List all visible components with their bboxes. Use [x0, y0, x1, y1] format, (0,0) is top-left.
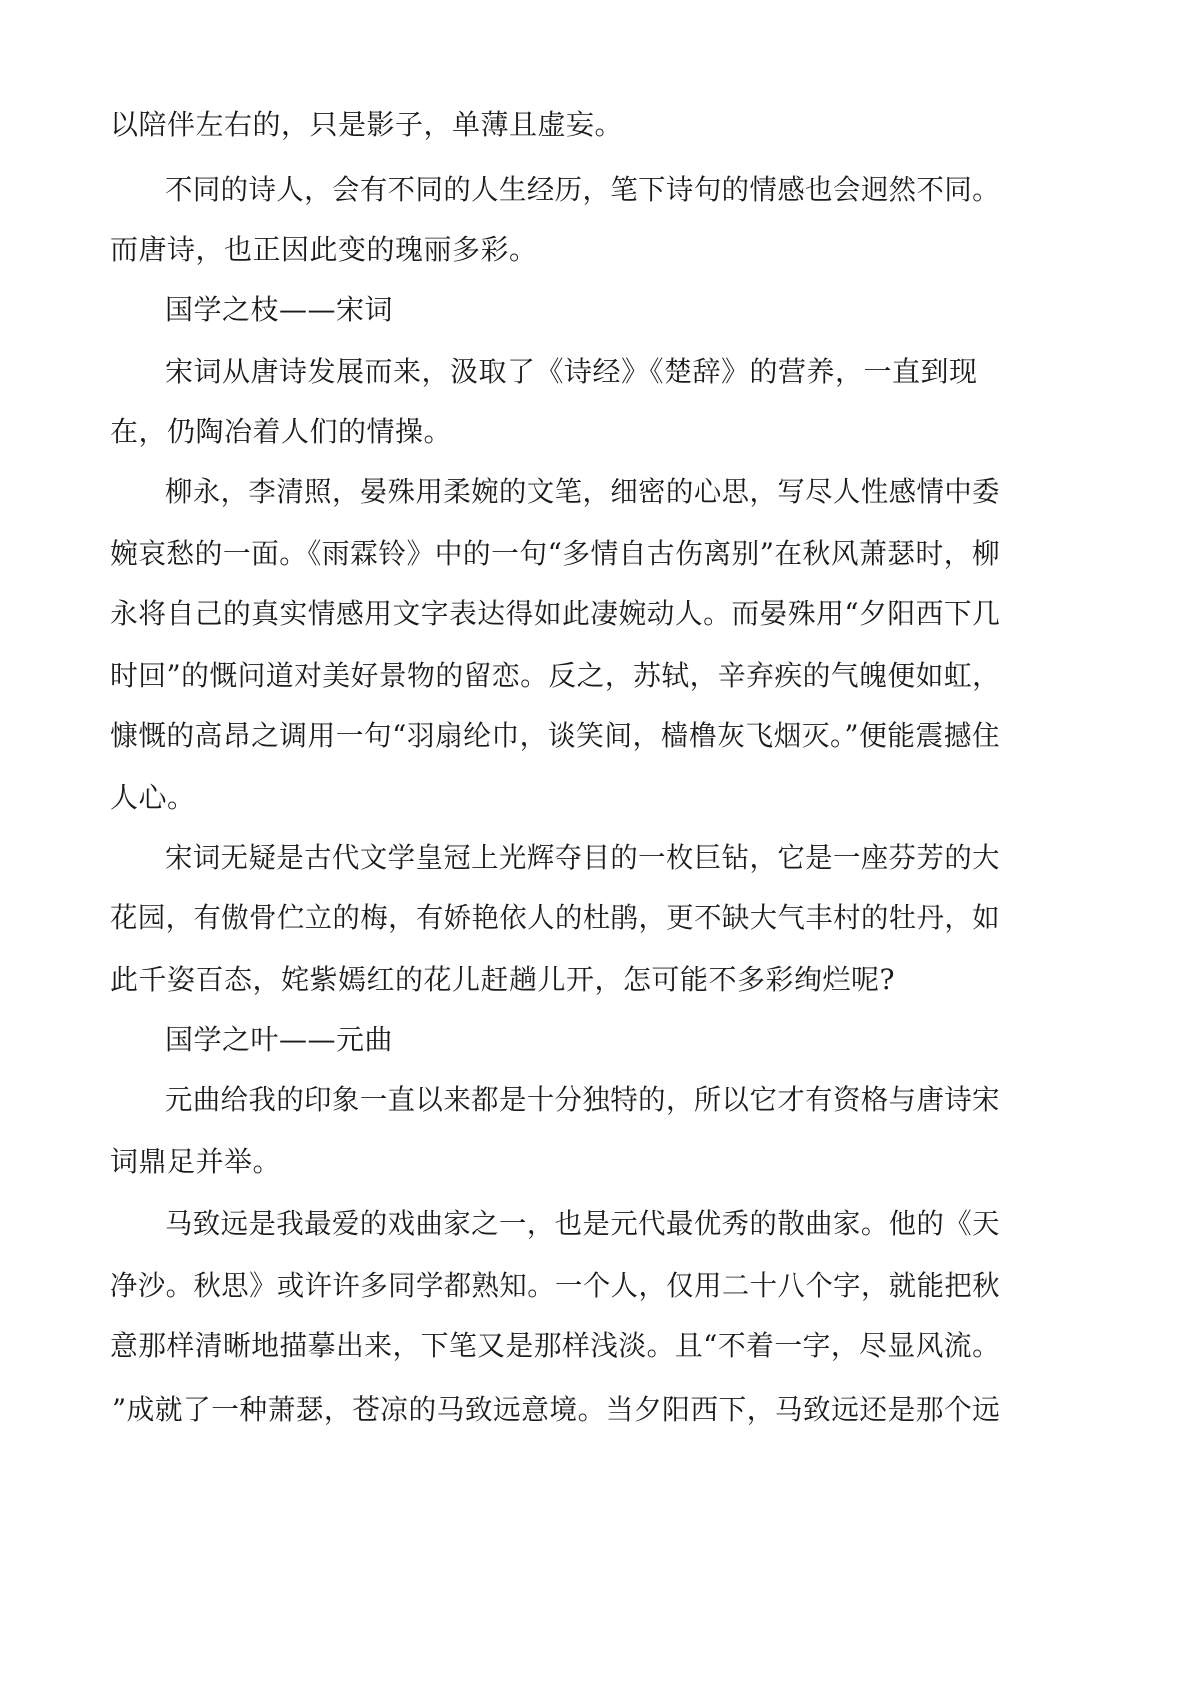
- text-line: 此千姿百态，姹紫嫣红的花儿赶趟儿开，怎可能不多彩绚烂呢?: [110, 963, 896, 996]
- text-line: 意那样清晰地描摹出来，下笔又是那样浅淡。且“不着一字，尽显风流。: [110, 1329, 1001, 1362]
- section-heading: 国学之叶——元曲: [165, 1023, 394, 1056]
- text-line: 而唐诗，也正因此变的瑰丽多彩。: [110, 233, 538, 266]
- text-line: 婉哀愁的一面。《雨霖铃》中的一句“多情自古伤离别”在秋风萧瑟时，柳: [110, 537, 1001, 570]
- text-line: 宋词无疑是古代文学皇冠上光辉夺目的一枚巨钻，它是一座芬芳的大: [165, 841, 1001, 874]
- text-line: 柳永，李清照，晏殊用柔婉的文笔，细密的心思，写尽人性感情中委: [165, 475, 1001, 508]
- text-line: 人心。: [110, 781, 196, 814]
- text-line: 词鼎足并举。: [110, 1145, 282, 1178]
- text-line: 以陪伴左右的，只是影子，单薄且虚妄。: [110, 108, 624, 141]
- text-line: 马致远是我最爱的戏曲家之一，也是元代最优秀的散曲家。他的《天: [165, 1207, 1001, 1240]
- text-line: 不同的诗人，会有不同的人生经历，笔下诗句的情感也会迥然不同。: [165, 173, 1001, 206]
- text-line: 元曲给我的印象一直以来都是十分独特的，所以它才有资格与唐诗宋: [165, 1083, 1001, 1116]
- text-line: 花园，有傲骨伫立的梅，有娇艳依人的杜鹃，更不缺大气丰村的牡丹，如: [110, 901, 1001, 934]
- section-heading: 国学之枝——宋词: [165, 293, 394, 326]
- text-line: ”成就了一种萧瑟，苍凉的马致远意境。当夕阳西下，马致远还是那个远: [112, 1393, 1001, 1426]
- text-line: 宋词从唐诗发展而来，汲取了《诗经》《楚辞》的营养，一直到现: [165, 355, 978, 388]
- text-line: 净沙。秋思》或许许多同学都熟知。一个人，仅用二十八个字，就能把秋: [110, 1269, 1001, 1302]
- text-line: 慷慨的高昂之调用一句“羽扇纶巾，谈笑间，樯橹灰飞烟灭。”便能震撼住: [110, 719, 1001, 752]
- text-line: 时回”的慨问道对美好景物的留恋。反之，苏轼，辛弃疾的气魄便如虹，: [110, 659, 1001, 692]
- text-line: 永将自己的真实情感用文字表达得如此凄婉动人。而晏殊用“夕阳西下几: [110, 597, 1001, 630]
- text-line: 在，仍陶冶着人们的情操。: [110, 415, 453, 448]
